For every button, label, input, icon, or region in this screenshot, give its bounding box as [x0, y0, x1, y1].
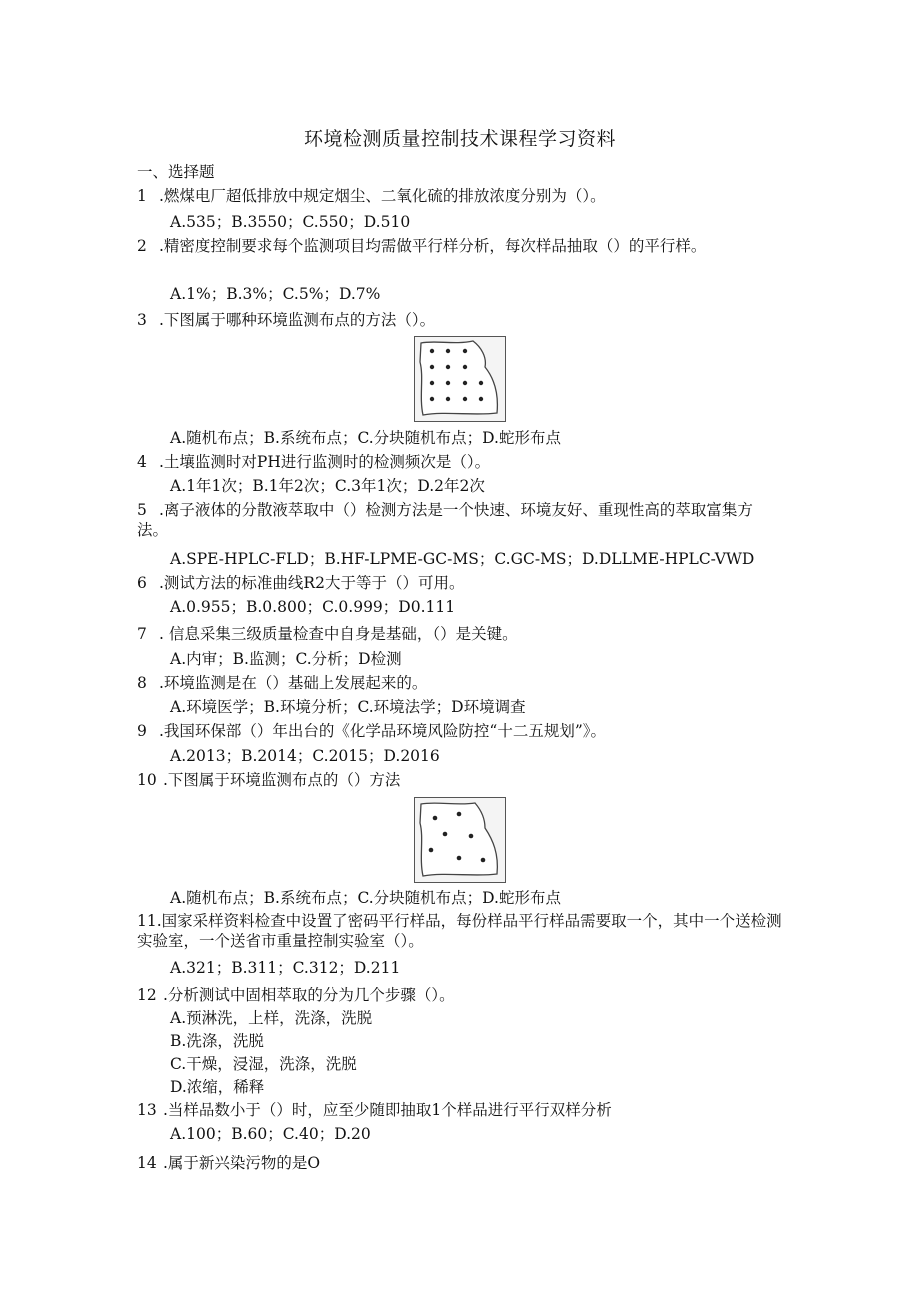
question-number: 14	[137, 1154, 157, 1172]
question-number: 6	[137, 574, 147, 592]
question-1	[137, 186, 787, 206]
question-text: .当样品数小于（）时，应至少随即抽取1个样品进行平行双样分析	[163, 1101, 612, 1119]
question-9-options: A.2013；B.2014；C.2015；D.2016	[170, 747, 440, 765]
question-number: 7	[137, 625, 147, 643]
question-text: .离子液体的分散液萃取中（）检测方法是一个快速、环境友好、重现性高的萃取富集方法。	[137, 501, 753, 539]
question-10-options: A.随机布点；B.系统布点；C.分块随机布点；D.蛇形布点	[170, 889, 561, 907]
question-10	[137, 770, 787, 790]
document-title: 环境检测质量控制技术课程学习资料	[303, 128, 616, 150]
question-text: . 信息采集三级质量检查中自身是基础，（）是关键。	[159, 625, 518, 643]
question-2-options: A.1%；B.3%；C.5%；D.7%	[170, 285, 381, 303]
section-heading: 一、选择题	[137, 163, 215, 181]
question-6-options: A.0.955；B.0.800；C.0.999；D0.111	[170, 598, 456, 616]
question-8-options: A.环境医学；B.环境分析；C.环境法学；D环境调查	[170, 698, 526, 716]
random-sampling-figure	[414, 797, 506, 883]
question-11	[137, 911, 792, 951]
question-5	[137, 500, 777, 540]
question-number: 3	[137, 311, 147, 329]
question-7-options: A.内审；B.监测；C.分析；D检测	[170, 650, 402, 668]
question-5-options: A.SPE-HPLC-FLD；B.HF-LPME-GC-MS；C.GC-MS；D.DLLME-HPLC-VWD	[170, 550, 755, 568]
question-4-options: A.1年1次；B.1年2次；C.3年1次；D.2年2次	[170, 477, 485, 495]
question-3-options: A.随机布点；B.系统布点；C.分块随机布点；D.蛇形布点	[170, 429, 561, 447]
question-text: .精密度控制要求每个监测项目均需做平行样分析，每次样品抽取（）的平行样。	[159, 237, 707, 255]
question-number: 2	[137, 237, 147, 255]
question-12-option-d: D.浓缩，稀释	[170, 1078, 265, 1096]
question-text: .我国环保部（）年出台的《化学品环境风险防控“十二五规划”》。	[159, 722, 607, 740]
question-text: .属于新兴染污物的是O	[163, 1154, 321, 1172]
question-text: .燃煤电厂超低排放中规定烟尘、二氧化硫的排放浓度分别为（）。	[159, 187, 606, 205]
question-number: 5	[137, 501, 147, 519]
question-6	[137, 573, 787, 593]
question-9	[137, 721, 787, 741]
question-text: .下图属于环境监测布点的（）方法	[163, 771, 401, 789]
question-12	[137, 985, 787, 1005]
question-12-option-b: B.洗涤，洗脱	[170, 1032, 264, 1050]
question-number: 13	[137, 1101, 157, 1119]
question-text: .分析测试中固相萃取的分为几个步骤（）。	[163, 986, 455, 1004]
question-text: .下图属于哪种环境监测布点的方法（）。	[159, 311, 436, 329]
question-3	[137, 310, 787, 330]
grid-sampling-figure	[414, 336, 506, 422]
question-13-options: A.100；B.60；C.40；D.20	[170, 1125, 371, 1143]
question-11-options: A.321；B.311；C.312；D.211	[170, 959, 401, 977]
question-text: .环境监测是在（）基础上发展起来的。	[159, 674, 428, 692]
question-number: 12	[137, 986, 157, 1004]
question-number: 8	[137, 674, 147, 692]
question-8	[137, 673, 787, 693]
question-number: 9	[137, 722, 147, 740]
question-4	[137, 452, 787, 472]
question-text: .土壤监测时对PH进行监测时的检测频次是（）。	[159, 453, 491, 471]
question-text: .国家采样资料检查中设置了密码平行样品，每份样品平行样品需要取一个，其中一个送检测实验室，一个送省市重量控制实验室（）。	[137, 912, 782, 950]
question-14	[137, 1153, 787, 1173]
question-text: .测试方法的标准曲线R2大于等于（）可用。	[159, 574, 465, 592]
question-12-option-c: C.干燥，浸湿，洗涤，洗脱	[170, 1055, 357, 1073]
question-13	[137, 1100, 787, 1120]
grid-sampling-diagram	[415, 337, 504, 420]
question-number: 10	[137, 771, 157, 789]
question-1-options: A.535；B.3550；C.550；D.510	[170, 213, 411, 231]
question-number: 11	[137, 912, 157, 930]
question-2	[137, 236, 777, 256]
question-number: 4	[137, 453, 147, 471]
random-sampling-diagram	[415, 798, 504, 881]
question-7	[137, 624, 787, 644]
question-12-option-a: A.预淋洗，上样，洗涤，洗脱	[170, 1009, 373, 1027]
question-number: 1	[137, 187, 147, 205]
